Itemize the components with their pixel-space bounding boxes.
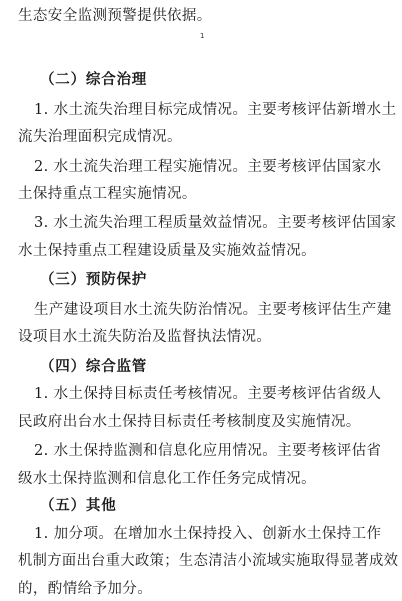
section-heading-comprehensive-treatment: （二）综合治理 xyxy=(40,71,148,89)
section-heading-prevention-protection: （三）预防保护 xyxy=(40,271,148,289)
paragraph-line: 流失治理面积完成情况。 xyxy=(18,129,182,146)
section-heading-other: （五）其他 xyxy=(40,497,117,515)
paragraph-line: 水土保持重点工程建设质量及实施效益情况。 xyxy=(18,242,316,259)
paragraph-line: 1. 水土流失治理目标完成情况。主要考核评估新增水土 xyxy=(34,101,397,118)
paragraph-line: 1. 水土保持目标责任考核情况。主要考核评估省级人 xyxy=(34,386,382,403)
paragraph-line: 的，酌情给予加分。 xyxy=(18,580,153,597)
paragraph-line: 机制方面出台重大政策；生态清洁小流域实施取得显著成效 xyxy=(18,553,399,570)
section-heading-comprehensive-supervision: （四）综合监管 xyxy=(40,357,148,375)
paragraph-line: 1. 加分项。在增加水土保持投入、创新水土保持工作 xyxy=(34,525,382,542)
paragraph-line: 级水土保持监测和信息化工作任务完成情况。 xyxy=(18,470,316,487)
paragraph-line: 3. 水土流失治理工程质量效益情况。主要考核评估国家 xyxy=(34,215,397,232)
paragraph-line: 设项目水土流失防治及监督执法情况。 xyxy=(18,329,272,346)
paragraph-line: 生产建设项目水土流失防治情况。主要考核评估生产建 xyxy=(34,301,392,318)
paragraph-line: 民政府出台水土保持目标责任考核制度及实施情况。 xyxy=(18,413,361,430)
paragraph-line: 2. 水土流失治理工程实施情况。主要考核评估国家水 xyxy=(34,158,382,175)
page-number: 1 xyxy=(200,32,205,40)
text-line-intro: 生态安全监测预警提供依据。 xyxy=(18,8,212,24)
paragraph-line: 土保持重点工程实施情况。 xyxy=(18,186,197,203)
paragraph-line: 2. 水土保持监测和信息化应用情况。主要考核评估省 xyxy=(34,442,382,459)
